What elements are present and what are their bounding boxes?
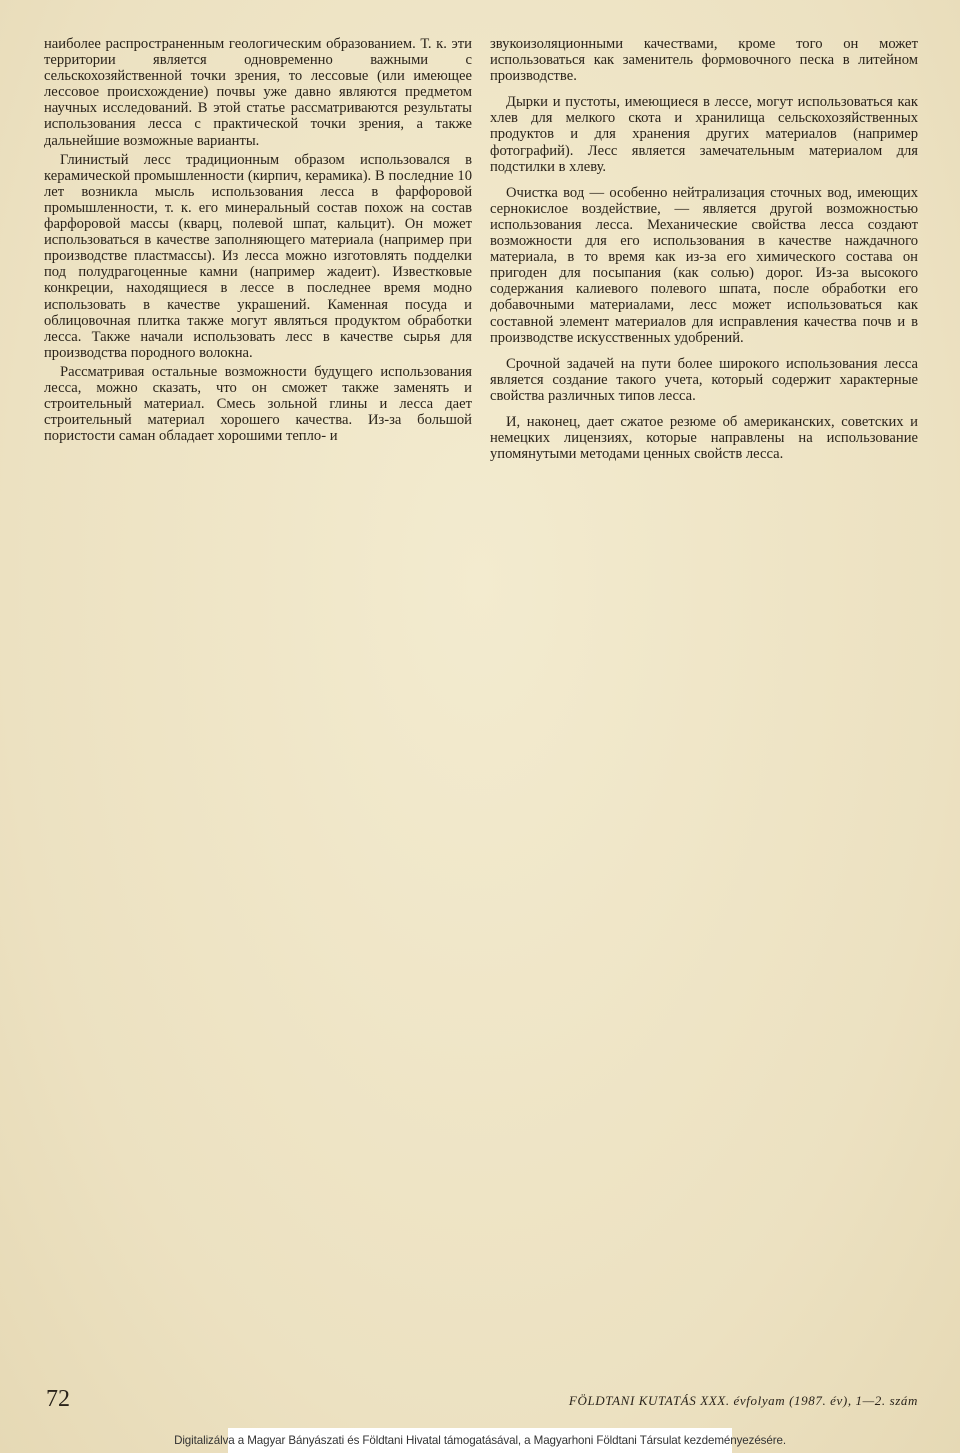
right-text-column [490, 36, 918, 462]
paragraph: Срочной задачей на пути более широкого использования лесса является создание такого учета, который содержит характерные свойства различных типов лесса. [490, 355, 918, 404]
paragraph: наиболее распространенным геологическим образованием. Т. к. эти территории является одновременно важными с сельскохозяйственной точки зрения, то лессовые (или имеющее лессовое происхождение) почвы уже давно являются предметом научных исследований. В этой статье рассматриваются результаты использования лесса с практической точки зрения, а также дальнейшие возможные варианты. [44, 36, 472, 149]
digitization-banner [174, 1428, 786, 1453]
paragraph: Глинистый лесс традиционным образом использовался в керамической промышленности (кирпич, керамика). В последние 10 лет возникла мысль использования лесса в фарфоровой промышленности, т. к. его минеральный состав похож на состав фарфоровой массы (кварц, полевой шпат, кальцит). Он может использоваться в качестве заполняющего материала (например при производстве пластмассы). Из лесса можно изготовлять подделки под полудрагоценные камни (например жадеит). Известковые конкреции, находящиеся в лессе в последнее время модно использовать в качестве украшений. Каменная посуда и облицовочная плитка также могут являться продуктом обработки лесса. Также начали использовать лесс в качестве сырья для производства породного волокна. [44, 151, 472, 361]
left-text-column [44, 36, 472, 444]
paragraph: И, наконец, дает сжатое резюме об американских, советских и немецких лицензиях, которые направлены на использование упомянутыми методами ценных свойств лесса. [490, 413, 918, 463]
digitization-note: Digitalizálva a Magyar Bányászati és Földtani Hivatal támogatásával, a Magyarhoni Földtani Társulat kezdeményezésére. [174, 1434, 786, 1447]
journal-citation: FÖLDTANI KUTATÁS XXX. évfolyam (1987. év), 1—2. szám [568, 1393, 918, 1408]
paragraph: Рассматривая остальные возможности будущего использования лесса, можно сказать, что он сможет также заменять и строительный материал. Смесь зольной глины и лесса дает строительный материал хорошего качества. Из-за большой пористости саман обладает хорошими тепло- и [44, 363, 472, 445]
paragraph: Дырки и пустоты, имеющиеся в лессе, могут использоваться как хлев для мелкого скота и хранилища сельскохозяйственных продуктов и для хранения других материалов (например фотографий). Лесс является замечательным материалом для подстилки в хлеву. [490, 94, 918, 175]
paragraph: звукоизоляционными качествами, кроме того он может использоваться как заменитель формовочного песка в литейном производстве. [490, 36, 918, 85]
page-number: 72 [46, 1386, 70, 1412]
paragraph: Очистка вод — особенно нейтрализация сточных вод, имеющих сернокислое воздействие, — является другой возможностью использования лесса. Механические свойства лесса создают возможности для его использования в качестве наждачного материала, в то время как из-за его химического состава он пригоден для посыпания (как солью) дорог. Из-за высокого содержания калиевого полевого шпата, после обработки его добавочными материалами, лесс может использоваться как составной элемент материалов для исправления качества почв и в производстве искусственных удобрений. [490, 184, 918, 346]
